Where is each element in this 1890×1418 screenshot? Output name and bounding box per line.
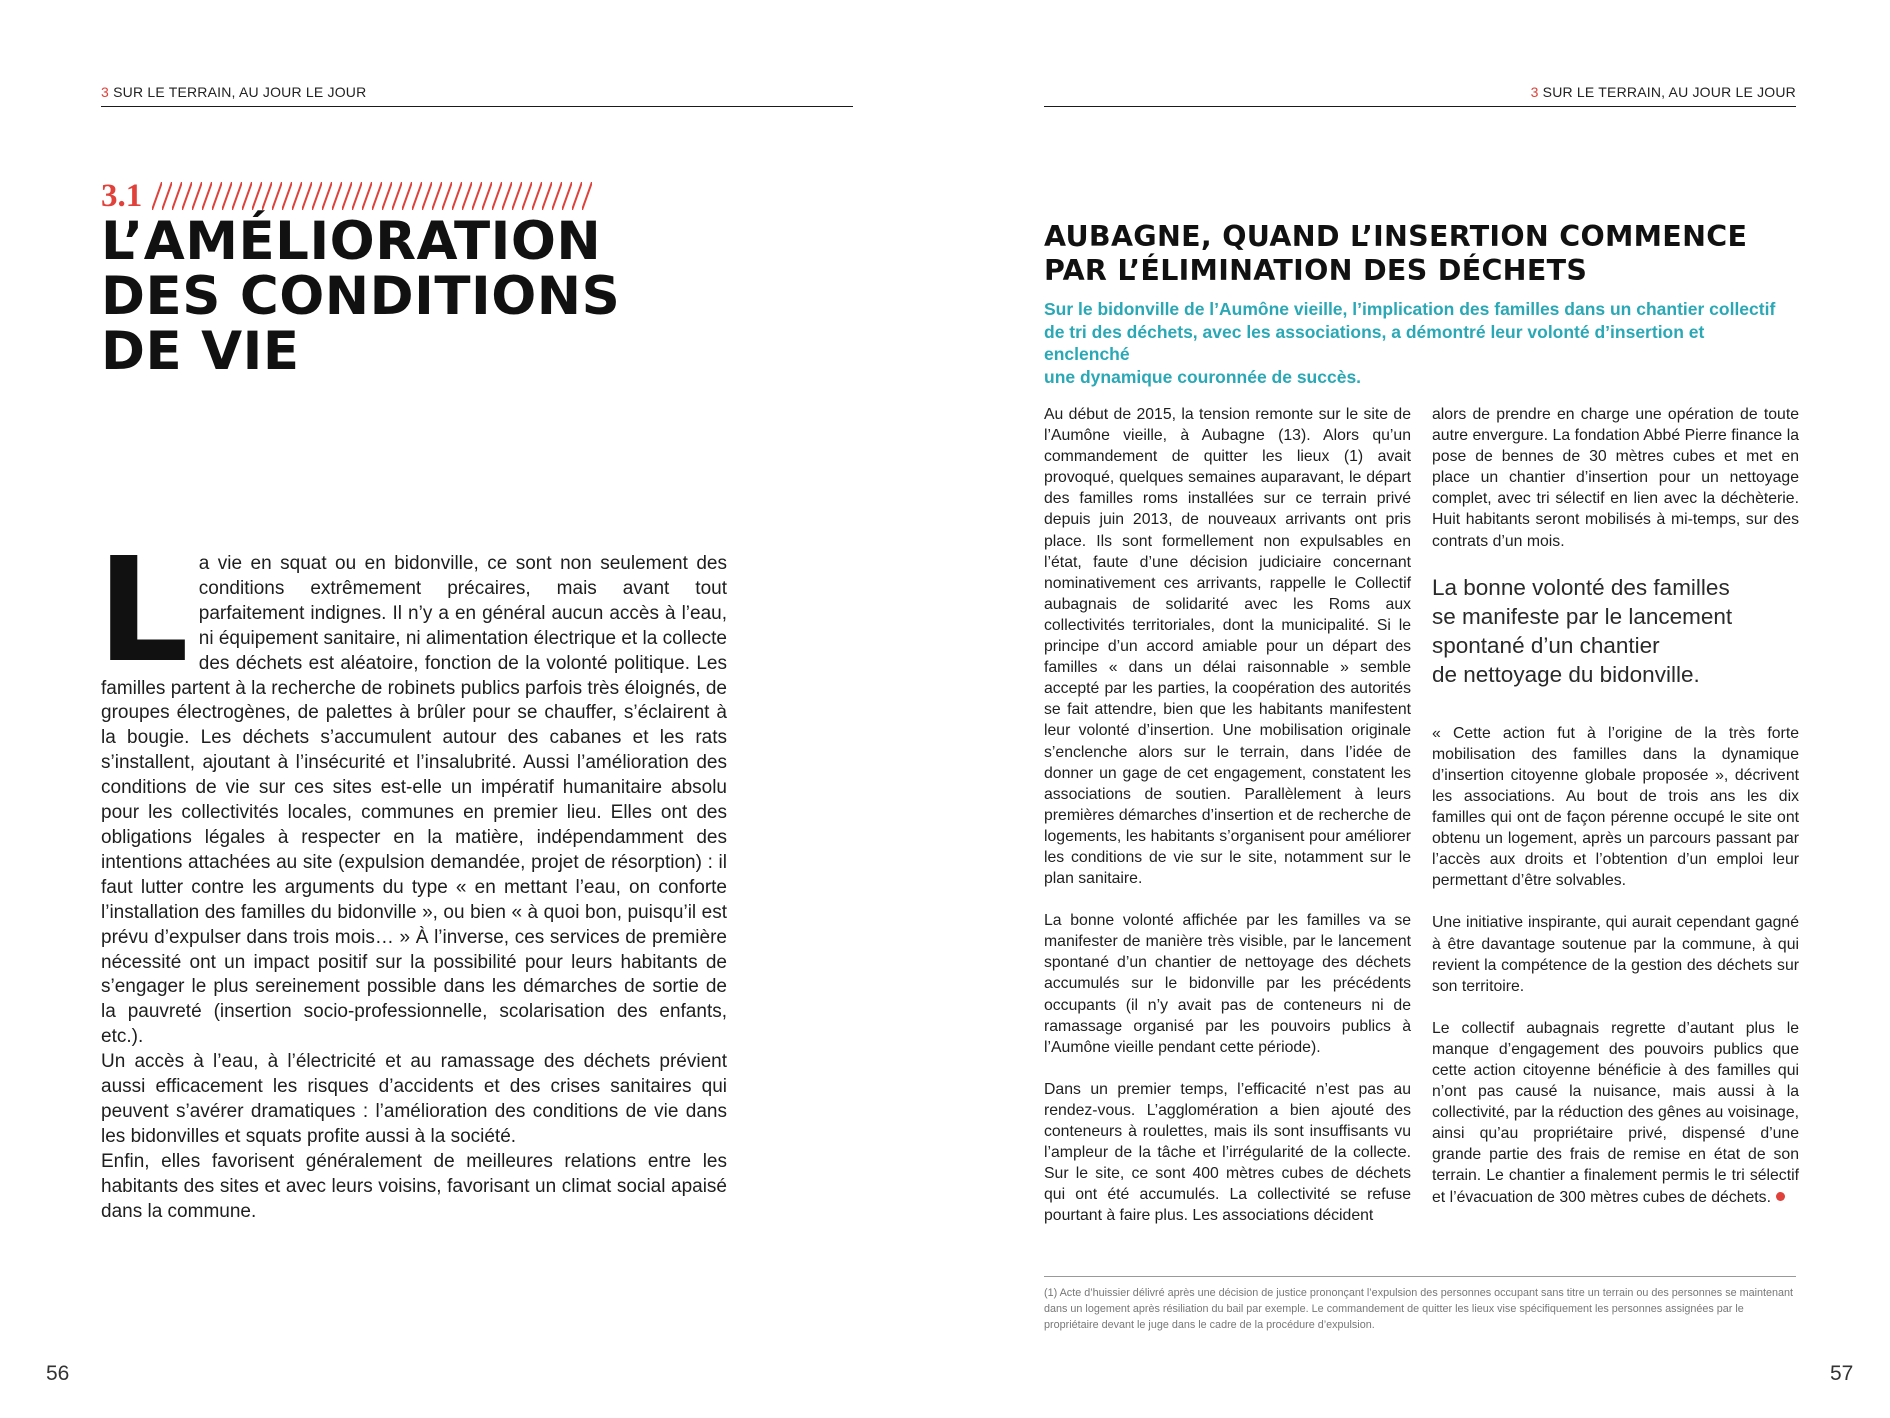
pull-quote-line: de nettoyage du bidonville. xyxy=(1432,661,1700,687)
section-title-line: L’AMÉLIORATION xyxy=(101,211,602,272)
drop-cap: L xyxy=(97,526,189,694)
section-title-line: DE VIE xyxy=(101,321,300,382)
running-head-left xyxy=(101,84,853,107)
pull-quote-line: spontané d’un chantier xyxy=(1432,632,1660,658)
page-number-left: 56 xyxy=(46,1362,70,1385)
pull-quote-line: La bonne volonté des familles xyxy=(1432,574,1730,600)
page-number-right: 57 xyxy=(1830,1362,1854,1385)
column-paragraph: « Cette action fut à l’origine de la très forte mobilisation des familles dans la dynamique d’insertion citoyenne globale proposée », décrivent les associations. Au bout de trois ans les dix familles qui ont de façon pérenne occupé le site ont obtenu un logement, après un parcours passant par l’accès aux droits et l’obtention d’un emploi leur permettant d’être solvables. xyxy=(1432,724,1799,890)
hatch-decoration xyxy=(152,182,592,210)
section-number-row xyxy=(101,178,592,214)
chapter-number: 3 xyxy=(101,84,109,100)
column-paragraph: Une initiative inspirante, qui aurait cependant gagné à être davantage soutenue par la commune, à qui revient la compétence de la gestion des déchets sur son territoire. xyxy=(1432,914,1799,995)
section-title-line: DES CONDITIONS xyxy=(101,266,621,327)
article-title-line: PAR L’ÉLIMINATION DES DÉCHETS xyxy=(1044,254,1588,287)
body-text-left xyxy=(97,526,727,1224)
lead-line: une dynamique couronnée de succès. xyxy=(1044,366,1362,387)
text-column-2 xyxy=(1432,404,1799,1229)
body-paragraph xyxy=(97,526,727,1050)
end-of-article-dot-icon xyxy=(1776,1192,1785,1201)
right-page xyxy=(945,0,1890,1418)
chapter-title: SUR LE TERRAIN, AU JOUR LE JOUR xyxy=(1542,84,1796,100)
column-paragraph: Dans un premier temps, l’efficacité n’est pas au rendez-vous. L’agglomération a bien ajouté des conteneurs à roulettes, mais ils sont insuffisants vu l’ampleur de la tâche et l’irrégularité de la collecte. Sur le site, ce sont 400 mètres cubes de déchets qui ont été accumulés. La collectivité se refuse pourtant à faire plus. Les associations décident xyxy=(1044,1080,1411,1225)
lead-line: Sur le bidonville de l’Aumône vieille, l’implication des familles dans un chantier collectif xyxy=(1044,299,1776,319)
section-number: 3.1 xyxy=(101,177,143,214)
article-lead xyxy=(1044,298,1784,388)
chapter-title: SUR LE TERRAIN, AU JOUR LE JOUR xyxy=(113,84,367,100)
column-paragraph: La bonne volonté affichée par les familles va se manifester de manière très visible, par le lancement spontané d’un chantier de nettoyage des déchets accumulés sur le bidonville par les précédents occupants (il n’y avait pas de conteneurs ni de ramassage organisé par les pouvoirs publics à l’Aumône vieille pendant cette période). xyxy=(1044,912,1411,1056)
body-paragraph-text: a vie en squat ou en bidonville, ce sont non seulement des conditions extrêmement précaires, mais avant tout parfaitement indignes. Il n’y a en général aucun accès à l’eau, ni équipement sanitaire, ni alimentation électrique et la collecte des déchets est aléatoire, fonction de la volonté politique. Les familles partent à la recherche de robinets publics parfois très éloignés, de groupes électrogènes, de palettes à brûler pour se chauffer, s’éclairent à la bougie. Les déchets s’accumulent autour des cabanes et les rats s’installent, ajoutant à l’insécurité et l’insalubrité. Aussi l’amélioration des conditions de vie sur ces sites est-elle un impératif humanitaire absolu pour les collectivités locales, communes en premier lieu. Elles ont des obligations légales à respecter en la matière, indépendamment des intentions attachées au site (expulsion demandée, projet de résorption) : il faut lutter contre les arguments du type « en mettant l’eau, on conforte l’installation des familles du bidonville », ou bien « à quoi bon, puisqu’il est prévu d’expulser dans trois mois… » À l’inverse, ces services de première nécessité ont un impact positif sur la possibilité pour leurs habitants de s’engager le plus sereinement possible dans les démarches de sortie de la pauvreté (insertion socio-professionnelle, scolarisation des enfants, etc.). xyxy=(101,553,727,1048)
body-paragraph: Enfin, elles favorisent généralement de meilleures relations entre les habitants des sites et avec leurs voisins, favorisant un climat social apaisé dans la commune. xyxy=(101,1150,727,1222)
column-paragraph-last xyxy=(1432,1018,1799,1208)
pull-quote-line: se manifeste par le lancement xyxy=(1432,603,1733,629)
chapter-number: 3 xyxy=(1530,84,1539,100)
article-title xyxy=(1044,220,1804,288)
running-head-right xyxy=(1044,84,1796,107)
lead-line: de tri des déchets, avec les associations, a démontré leur volonté d’insertion et enclenché xyxy=(1044,321,1705,364)
column-paragraph-text: Le collectif aubagnais regrette d’autant plus le manque d’engagement des pouvoirs publics que cette action citoyenne bénéficie à des familles qui n’ont pas causé la nuisance, mais aussi à la collectivité, par la réduction des gênes au voisinage, ainsi qu’au propriétaire privé, dispensé d’une grande partie des frais de remise en état de son terrain. Le chantier a finalement permis le tri sélectif et l’évacuation de 300 mètres cubes de déchets. xyxy=(1432,1019,1799,1206)
pull-quote xyxy=(1432,573,1799,689)
column-paragraph: alors de prendre en charge une opération de toute autre envergure. La fondation Abbé Pierre finance la pose de bennes de 30 mètres cubes et met en place un chantier d’insertion pour un nettoyage complet, avec tri sélectif en lien avec la déchèterie. Huit habitants seront mobilisés à mi-temps, sur des contrats d’un mois. xyxy=(1432,406,1799,550)
article-title-line: AUBAGNE, QUAND L’INSERTION COMMENCE xyxy=(1044,220,1748,253)
section-title xyxy=(101,211,661,382)
footnote: (1) Acte d’huissier délivré après une décision de justice prononçant l’expulsion des personnes occupant sans titre un terrain ou des personnes se maintenant dans un logement après résiliation du bail par exemple. Le commandement de quitter les lieux vise spécifiquement les personnes assignées par le propriétaire devant le juge dans le cadre de la procédure d’expulsion. xyxy=(1044,1276,1796,1333)
text-column-1 xyxy=(1044,404,1411,1247)
body-paragraph: Un accès à l’eau, à l’électricité et au ramassage des déchets prévient aussi efficacement les risques d’accidents et des crises sanitaires qui peuvent s’avérer dramatiques : l’amélioration des conditions de vie dans les bidonvilles et squats profite aussi à la société. xyxy=(101,1051,727,1147)
column-paragraph: Au début de 2015, la tension remonte sur le site de l’Aumône vieille, à Aubagne (13). Alors qu’un commandement de quitter les lieux (1) avait provoqué, quelques semaines auparavant, le départ des familles roms installées sur ce terrain privé depuis juin 2013, de nouveaux arrivants ont pris place. Ils sont formellement non expulsables en l’état, faute d’une décision judiciaire concernant nominativement ces arrivants, rappelle le Collectif aubagnais de solidarité avec les Roms aux collectivités territoriales, dont la municipalité. Si le principe d’un accord amiable pour un départ des familles « dans un délai raisonnable » semble accepté par les parties, la coopération des autorités se fait attendre, bien que les habitants manifestent leur volonté d’insertion. Une mobilisation originale s’enclenche alors sur le terrain, dans l’idée de donner un gage de cet engagement, constatent les associations de soutien. Parallèlement à leurs premières démarches d’insertion et de recherche de logements, les habitants s’organisent pour améliorer les conditions de vie sur le site, notamment sur le plan sanitaire. xyxy=(1044,406,1411,888)
